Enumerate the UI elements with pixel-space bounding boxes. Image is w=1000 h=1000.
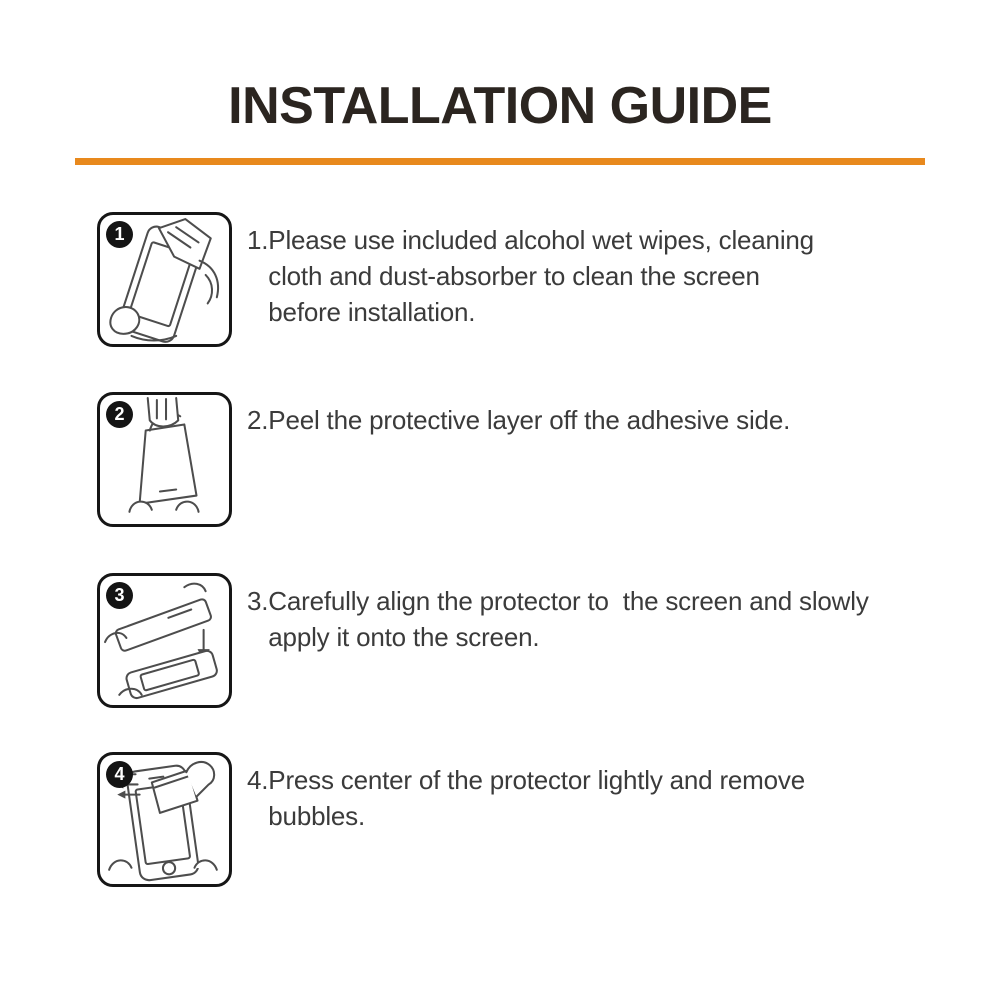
- step-text-line: before installation.: [268, 297, 476, 327]
- step-text-line: Press center of the protector lightly and remove: [268, 765, 805, 795]
- step-2-number: 2.: [247, 405, 269, 435]
- page-title: INSTALLATION GUIDE: [228, 77, 772, 135]
- step-1-text: [247, 222, 814, 347]
- step-2-badge: 2: [106, 401, 133, 428]
- step-4-badge: 4: [106, 761, 133, 788]
- step-text-line: bubbles.: [268, 801, 365, 831]
- step-text-line: Please use included alcohol wet wipes, cleaning: [268, 225, 814, 255]
- step-1-figure: [97, 212, 232, 347]
- step-text-line: Carefully align the protector to the screen and slowly: [268, 586, 869, 616]
- step-text-line: Peel the protective layer off the adhesive side.: [268, 405, 791, 435]
- step-1-badge: 1: [106, 221, 133, 248]
- step-3-row: [97, 573, 869, 708]
- step-2-row: [97, 392, 790, 527]
- step-3-badge: 3: [106, 582, 133, 609]
- step-4-number: 4.: [247, 765, 269, 795]
- step-text-line: apply it onto the screen.: [268, 622, 540, 652]
- step-4-text: [247, 762, 805, 887]
- step-4-figure: [97, 752, 232, 887]
- step-3-text: [247, 583, 869, 708]
- step-text-line: cloth and dust-absorber to clean the screen: [268, 261, 760, 291]
- step-1-number: 1.: [247, 225, 269, 255]
- step-2-text: [247, 402, 790, 527]
- step-3-figure: [97, 573, 232, 708]
- step-3-number: 3.: [247, 586, 269, 616]
- step-2-figure: [97, 392, 232, 527]
- step-4-row: [97, 752, 805, 887]
- step-1-row: [97, 212, 814, 347]
- title-divider: [75, 158, 925, 165]
